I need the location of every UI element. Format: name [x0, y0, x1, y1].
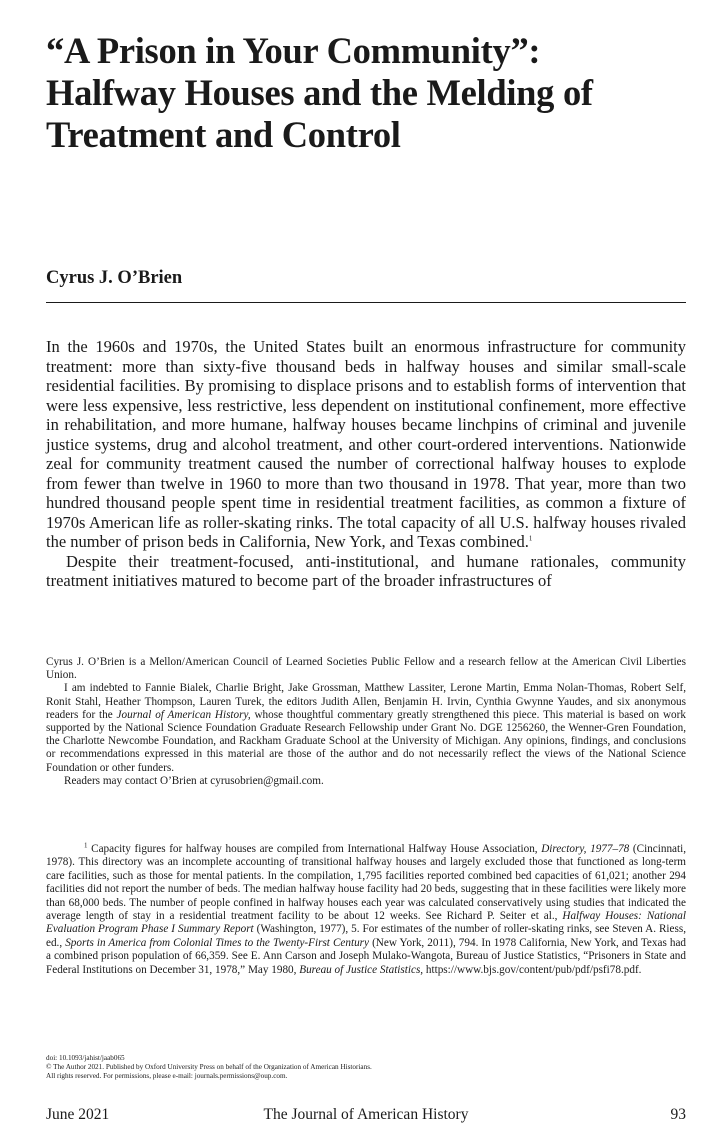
title-line-1: “A Prison in Your Community”: [46, 30, 541, 71]
body-paragraph-1 [46, 337, 686, 552]
title-line-3: Treatment and Control [46, 114, 401, 155]
acknowledgments-text-a: I am indebted to Fannie Bialek, Charlie Bright, Jake Grossman, Matthew Lassiter, Lerone Martin, Emma Nolan-Thomas, Robert Self, Ronit Stahl, Heather Thompson, Lauren Turek, the editors Judith Allen, Benjamin H. Irvin, Cynthia Gwynne Yaudes, and six anonymous readers for the [46, 682, 686, 721]
acknowledgments-text-b: whose thoughtful commentary greatly strengthened this piece. This material is based on work supported by the National Science Foundation Graduate Research Fellowship under Grant No. DGE 1256260, the Wenner-Gren Foundation, the Charlotte Newcombe Foundation, and Rackham Graduate School at the University of Michigan. Any opinions, findings, and conclusions or recommendations expressed in this material are those of the author and do not necessarily reflect the views of the National Science Foundation or other funders. [46, 708, 686, 774]
doi-line: doi: 10.1093/jahist/jaab065 [46, 1054, 125, 1062]
footnote-1-marker: 1 [84, 841, 88, 850]
article-body [46, 337, 686, 591]
footnote-1-part-3: (Washington, 1977), 5. For estimates of the number of roller-skating rinks, see Steven A. Riess, ed., [46, 923, 686, 949]
acknowledgments-journal-title: Journal of American History, [116, 708, 251, 721]
copyright-line-2: All rights reserved. For permissions, please e-mail: journals.permissions@oup.com. [46, 1072, 288, 1080]
footnote-1-part-2: (Cincinnati, 1978). This directory was an incomplete accounting of transitional halfway houses and largely excluded those that functioned as long-term care facilities, such as those for mental patients. In the compilation, 1,795 facilities reported combined bed capacities of 61,021; another 294 facilities did not report the number of beds. The median halfway house facility had 20 beds, suggesting that in these facilities were likely more than 68,000 beds. The number of people confined in halfway houses each year was calculated conservatively using studies that indicated the average length of stay in a residential treatment facility to be about 12 weeks. See Richard P. Seiter et al., [46, 843, 687, 923]
footnote-1-italic-4: Bureau of Justice Statistics, [299, 963, 424, 976]
footnote-1-italic-2: Halfway Houses: National Evaluation Program Phase I Summary Report [46, 910, 686, 936]
contact-note: Readers may contact O’Brien at cyrusobrien@gmail.com. [64, 774, 324, 787]
body-paragraph-1-text: In the 1960s and 1970s, the United States built an enormous infrastructure for community treatment: more than sixty-five thousand beds in halfway houses and similar small-scale residential facilities. By promising to displace prisons and to establish forms of intervention that were less expensive, less restrictive, less dependent on institutional confinement, more effective in rehabilitation, and more humane, halfway houses became linchpins of criminal and juvenile justice systems, drug and alcohol treatment, and other court-ordered interventions. Nationwide zeal for community treatment caused the number of correctional halfway houses to explode from fewer than twelve in 1960 to more than two thousand in 1978. That year, more than two hundred thousand people spent time in residential treatment facilities, as common a fixture of 1970s American life as roller-skating rinks. The total capacity of all U.S. halfway houses rivaled the number of prison beds in California, New York, and Texas combined. [46, 337, 686, 551]
author-note [46, 656, 686, 788]
footnote-1-part-5: https://www.bjs.gov/content/pub/pdf/psfi78.pdf. [423, 963, 642, 976]
footnote-1-text [46, 843, 686, 977]
copyright-block [46, 1054, 686, 1081]
footnote-1-part-1: Capacity figures for halfway houses are compiled from International Halfway House Association, [91, 843, 542, 855]
title-line-2: Halfway Houses and the Melding of [46, 72, 593, 113]
issue-date: June 2021 [46, 1106, 110, 1123]
footnote-1-italic-3: Sports in America from Colonial Times to the Twenty-First Century [65, 936, 370, 949]
page-footer [46, 1104, 686, 1126]
acknowledgments [46, 682, 686, 774]
author-bio: Cyrus J. O’Brien is a Mellon/American Council of Learned Societies Public Fellow and a research fellow at the American Civil Liberties Union. [46, 656, 686, 682]
journal-name: The Journal of American History [263, 1106, 469, 1123]
footnote-1 [46, 843, 686, 977]
body-paragraph-2: Despite their treatment-focused, anti-institutional, and humane rationales, community treatment initiatives matured to become part of the broader infrastructures of [46, 551, 686, 590]
article-title [46, 30, 686, 156]
title-divider [46, 302, 686, 303]
footnote-reference-1[interactable]: 1 [528, 534, 533, 543]
author-name: Cyrus J. O’Brien [46, 268, 183, 288]
footnote-1-italic-1: Directory, 1977–78 [541, 843, 630, 855]
footnote-1-part-4: (New York, 2011), 794. In 1978 California, New York, and Texas had a combined prison population of 66,359. See E. Ann Carson and Joseph Mulako-Wangota, Bureau of Justice Statistics, “Prisoners in State and Federal Institutions on December 31, 1978,” May 1980, [46, 936, 687, 976]
copyright-line-1: © The Author 2021. Published by Oxford University Press on behalf of the Organization of American Historians. [46, 1063, 372, 1071]
article-page [46, 0, 686, 1134]
page-number: 93 [670, 1106, 686, 1123]
